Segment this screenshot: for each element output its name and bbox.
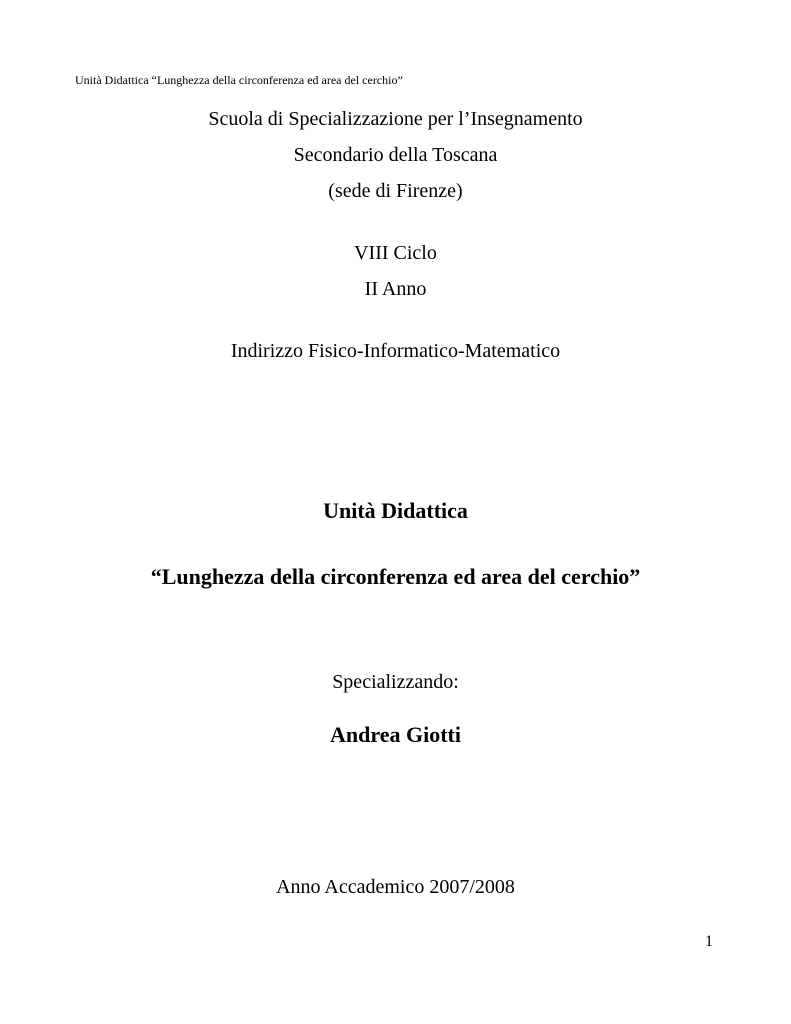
indirizzo-line: Indirizzo Fisico-Informatico-Matematico xyxy=(230,340,561,362)
institution-line-1: Scuola di Specializzazione per l’Insegnamento xyxy=(208,108,583,130)
page-number: 1 xyxy=(705,933,713,950)
academic-year: Anno Accademico 2007/2008 xyxy=(276,876,515,898)
unit-title: “Lunghezza della circonferenza ed area del cerchio” xyxy=(150,564,641,589)
institution-line-3: (sede di Firenze) xyxy=(328,180,463,202)
student-label: Specializzando: xyxy=(332,671,459,693)
unit-label: Unità Didattica xyxy=(323,498,468,523)
running-header: Unità Didattica “Lunghezza della circonferenza ed area del cerchio” xyxy=(75,73,403,87)
cycle-line: VIII Ciclo xyxy=(354,242,437,264)
institution-line-2: Secondario della Toscana xyxy=(293,144,498,166)
year-line: II Anno xyxy=(364,278,427,300)
student-name: Andrea Giotti xyxy=(330,722,461,747)
